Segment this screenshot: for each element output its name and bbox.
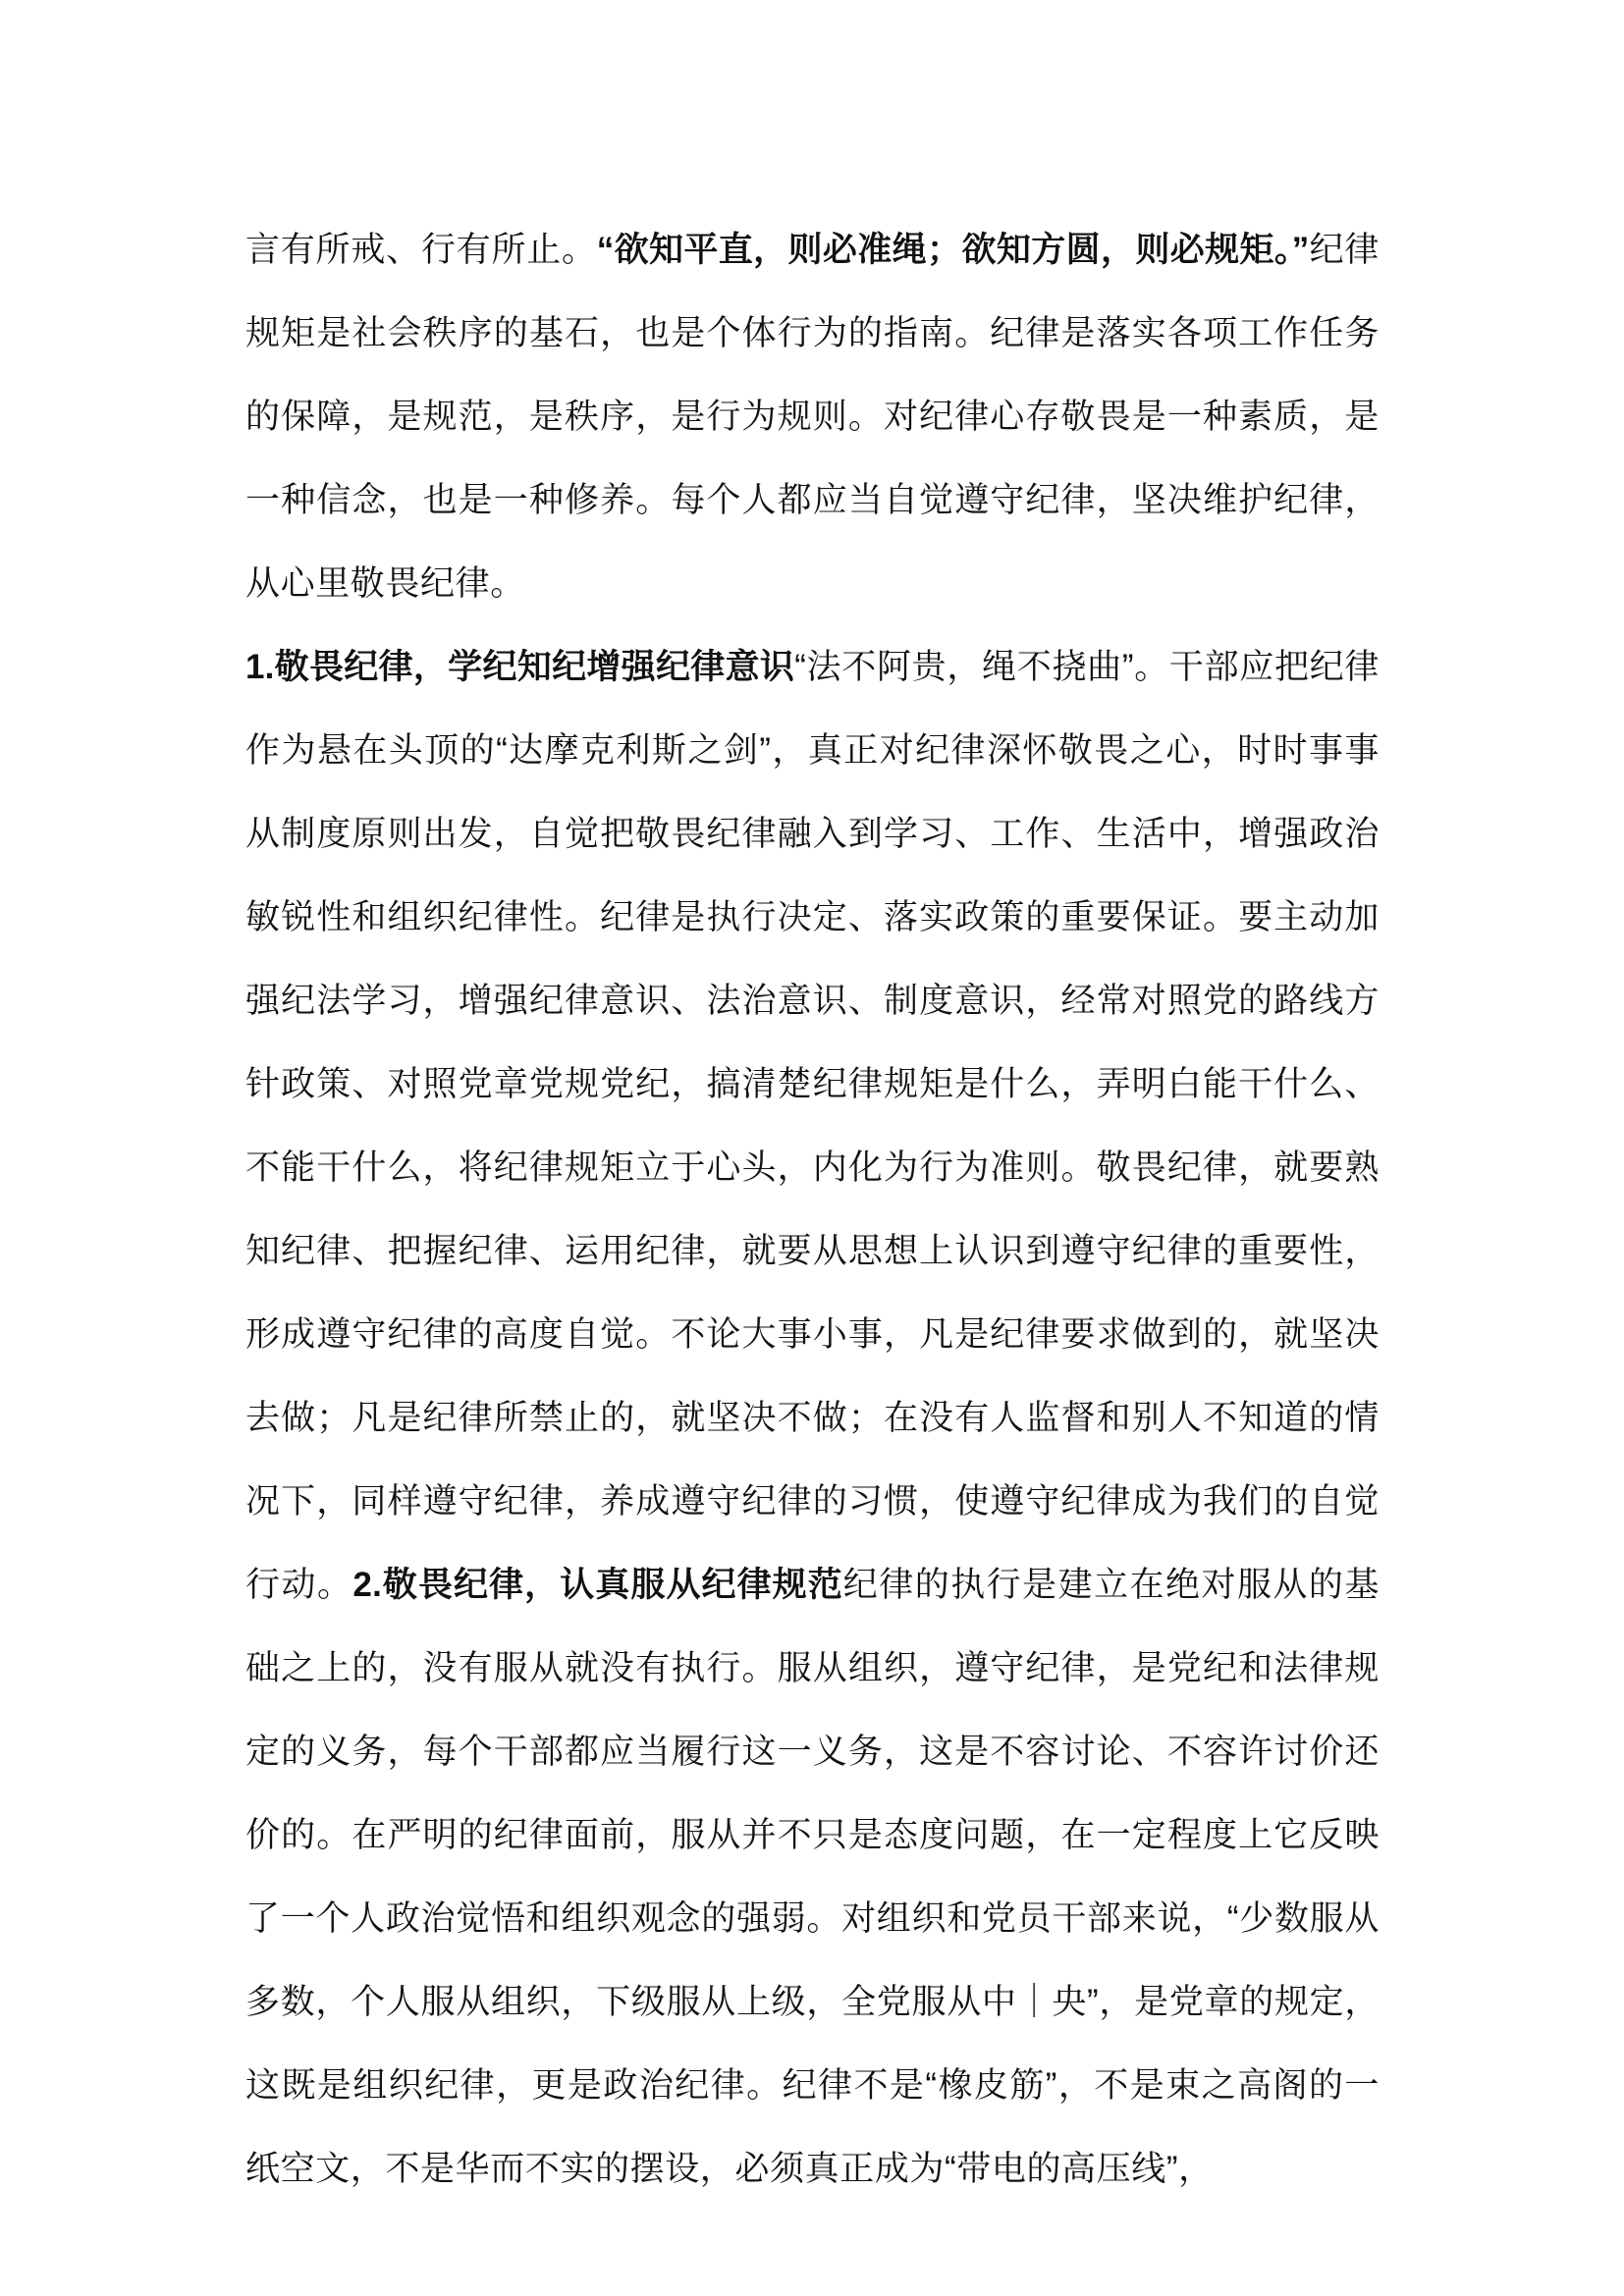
bold-run-2-3: 2.敬畏纪律，认真服从纪律规范 [352, 1566, 843, 1604]
bold-run-2-1: 1.敬畏纪律，学纪知纪增强纪律意识 [245, 648, 795, 686]
bold-run-1-2: “欲知平直，则必准绳；欲知方圆，则必规矩。” [596, 231, 1310, 269]
text-run-2-4: 纪律的执行是建立在绝对服从的基础之上的，没有服从就没有执行。服从组织，遵守纪律，是党纪和法律规定的义务，每个干部都应当履行这一义务，这是不容讨论、不容许讨价还价的。在严明的纪律面前，服从并不只是态度问题，在一定程度上它反映了一个人政治觉悟和组织观念的强弱。对组织和党员干部来说，“少数服从多数，个人服从组织，下级服从上级，全党服从中｜央”，是党章的规定，这既是组织纪律，更是政治纪律。纪律不是“橡皮筋”，不是束之高阁的一纸空文，不是华而不实的摆设，必须真正成为“带电的高压线”， [245, 1566, 1380, 2188]
document-text-body [245, 208, 1380, 2211]
text-run-2-2: “法不阿贵，绳不挠曲”。干部应把纪律作为悬在头顶的“达摩克利斯之剑”，真正对纪律深怀敬畏之心，时时事事从制度原则出发，自觉把敬畏纪律融入到学习、工作、生活中，增强政治敏锐性和组织纪律性。纪律是执行决定、落实政策的重要保证。要主动加强纪法学习，增强纪律意识、法治意识、制度意识，经常对照党的路线方针政策、对照党章党规党纪，搞清楚纪律规矩是什么，弄明白能干什么、不能干什么，将纪律规矩立于心头，内化为行为准则。敬畏纪律，就要熟知纪律、把握纪律、运用纪律，就要从思想上认识到遵守纪律的重要性，形成遵守纪律的高度自觉。不论大事小事，凡是纪律要求做到的，就坚决去做；凡是纪律所禁止的，就坚决不做；在没有人监督和别人不知道的情况下，同样遵守纪律，养成遵守纪律的习惯，使遵守纪律成为我们的自觉行动。 [245, 648, 1380, 1604]
text-run-1-3: 纪律规矩是社会秩序的基石，也是个体行为的指南。纪律是落实各项工作任务的保障，是规范，是秩序，是行为规则。对纪律心存敬畏是一种素质，是一种信念，也是一种修养。每个人都应当自觉遵守纪律，坚决维护纪律，从心里敬畏纪律。 [245, 231, 1380, 603]
text-run-1-1: 言有所戒、行有所止。 [245, 231, 597, 269]
section-one-paragraph [245, 625, 1380, 2211]
intro-paragraph [245, 208, 1380, 625]
